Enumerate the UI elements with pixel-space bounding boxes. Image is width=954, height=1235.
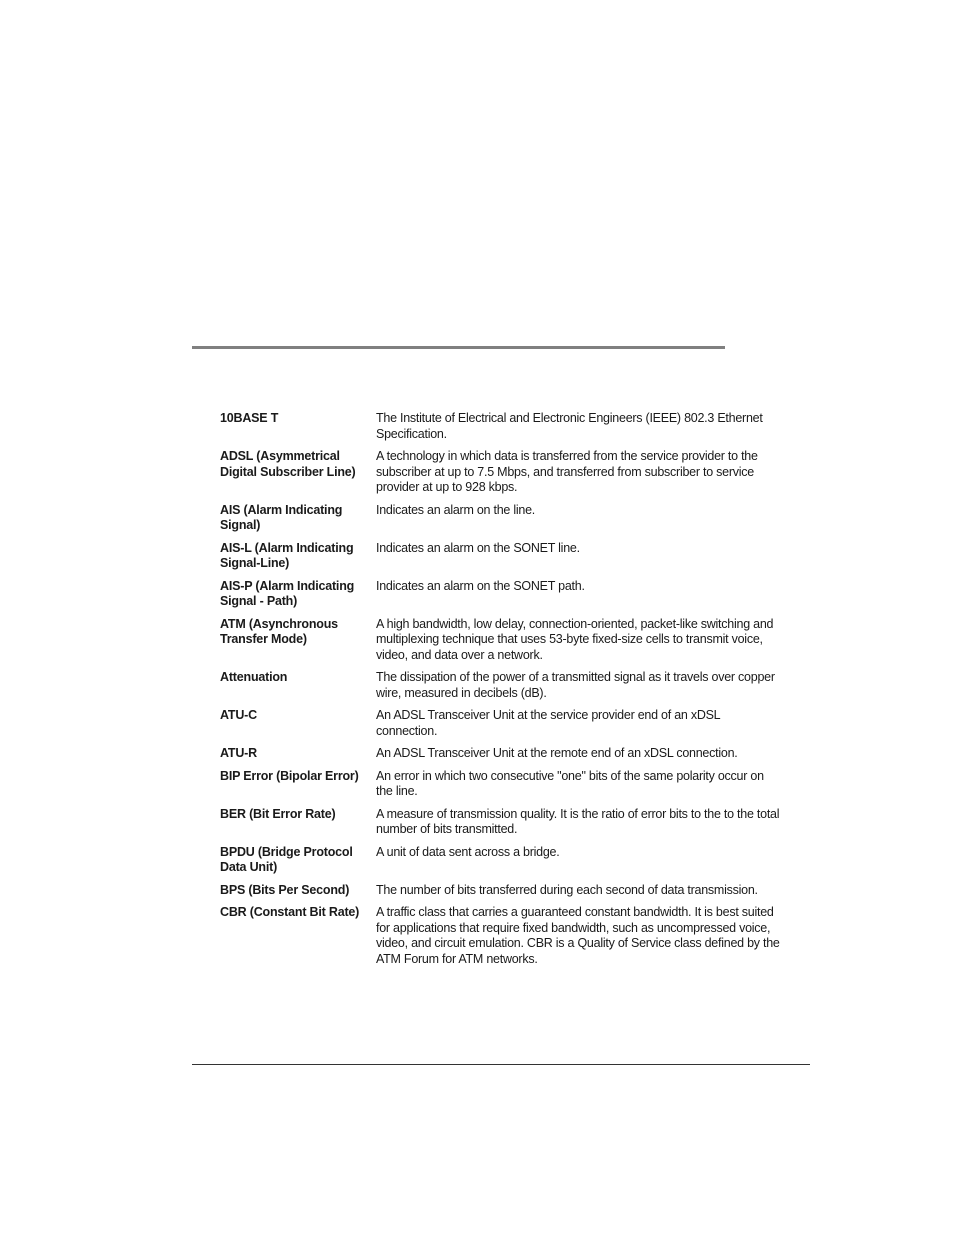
glossary-definition: The number of bits transferred during each second of data transmission. <box>376 882 758 897</box>
glossary-entry <box>220 769 780 800</box>
glossary-entry <box>220 883 780 899</box>
glossary-term: Attenuation <box>220 670 288 684</box>
glossary-term: BPDU (Bridge Protocol Data Unit) <box>220 844 353 874</box>
glossary-entry <box>220 541 780 572</box>
glossary-term: AIS-L (Alarm Indicating Signal-Line) <box>220 540 354 570</box>
glossary-definition: An ADSL Transceiver Unit at the remote end of an xDSL connection. <box>376 746 738 760</box>
glossary-definition: An error in which two consecutive "one" bits of the same polarity occur on the line. <box>376 768 764 798</box>
glossary-definition: The Institute of Electrical and Electronic Engineers (IEEE) 802.3 Ethernet Specification. <box>376 411 763 441</box>
glossary-definition: The dissipation of the power of a transmitted signal as it travels over copper wire, measured in decibels (dB). <box>376 670 775 700</box>
glossary-entry <box>220 503 780 534</box>
glossary-definition: A technology in which data is transferred from the service provider to the subscriber at up to 7.5 Mbps, and transferred from subscriber to service provider at up to 928 kbps. <box>376 449 758 494</box>
glossary-term: CBR (Constant Bit Rate) <box>220 905 360 919</box>
footer-rule <box>192 1064 810 1065</box>
glossary-definition: A unit of data sent across a bridge. <box>376 844 560 859</box>
glossary-entry <box>220 411 780 442</box>
glossary-definition: Indicates an alarm on the SONET line. <box>376 540 580 555</box>
glossary-list <box>220 411 780 974</box>
glossary-term: BPS (Bits Per Second) <box>220 882 350 897</box>
glossary-definition: A high bandwidth, low delay, connection-oriented, packet-like switching and multiplexing technique that uses 53-byte fixed-size cells to transmit voice, video, and data over a network. <box>376 616 774 662</box>
glossary-entry <box>220 708 780 739</box>
glossary-definition: A traffic class that carries a guaranteed constant bandwidth. It is best suited for applications that require fixed bandwidth, such as uncompressed voice, video, and circuit emulation. CBR is a Quality of Service class defined by the ATM Forum for ATM networks. <box>376 905 780 966</box>
glossary-entry <box>220 579 780 610</box>
glossary-definition: An ADSL Transceiver Unit at the service provider end of an xDSL connection. <box>376 708 720 738</box>
glossary-entry <box>220 449 780 496</box>
glossary-term: ATU-R <box>220 746 257 760</box>
glossary-definition: Indicates an alarm on the line. <box>376 502 536 517</box>
glossary-entry <box>220 845 780 876</box>
glossary-entry <box>220 905 780 967</box>
glossary-entry <box>220 617 780 664</box>
glossary-term: ADSL (Asymmetrical Digital Subscriber Line) <box>220 449 356 479</box>
glossary-entry <box>220 746 780 762</box>
glossary-entry <box>220 670 780 701</box>
glossary-term: BIP Error (Bipolar Error) <box>220 768 359 783</box>
glossary-entry <box>220 807 780 838</box>
glossary-definition: Indicates an alarm on the SONET path. <box>376 578 585 593</box>
glossary-term: 10BASE T <box>220 411 279 425</box>
glossary-term: AIS (Alarm Indicating Signal) <box>220 502 343 532</box>
glossary-term: BER (Bit Error Rate) <box>220 806 336 821</box>
header-rule <box>192 346 725 349</box>
glossary-term: ATM (Asynchronous Transfer Mode) <box>220 616 338 646</box>
glossary-definition: A measure of transmission quality. It is the ratio of error bits to the to the total number of bits transmitted. <box>376 806 780 836</box>
glossary-term: ATU-C <box>220 708 257 722</box>
glossary-term: AIS-P (Alarm Indicating Signal - Path) <box>220 578 355 608</box>
